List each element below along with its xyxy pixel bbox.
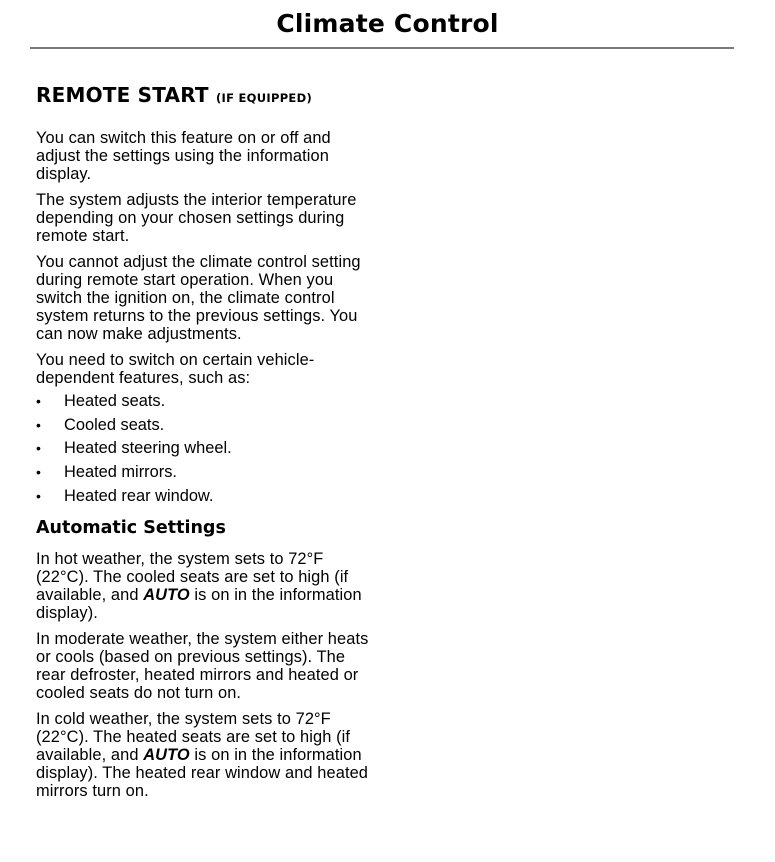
remote-start-heading bbox=[36, 82, 376, 111]
list-item bbox=[36, 485, 376, 509]
list-item-text: Heated rear window. bbox=[64, 486, 214, 505]
auto-label: AUTO bbox=[143, 746, 190, 765]
page-header bbox=[0, 0, 775, 50]
feature-list bbox=[36, 390, 376, 508]
bullet-icon: • bbox=[36, 393, 41, 409]
paragraph-hot-weather bbox=[36, 550, 376, 622]
remote-start-heading-text: REMOTE START bbox=[36, 83, 209, 107]
hot-weather-text: In hot weather, the system sets to 72°F (22°C). The cooled seats are set to high (if available, and bbox=[36, 550, 349, 605]
hot-weather-text-end: is on in the information display). bbox=[36, 586, 362, 623]
list-item-text: Heated steering wheel. bbox=[64, 439, 232, 458]
paragraph-moderate-weather: In moderate weather, the system either heats or cools (based on previous settings). The rear defroster, heated mirrors and heated or cooled seats do not turn on. bbox=[36, 630, 369, 703]
list-item bbox=[36, 414, 376, 438]
auto-label: AUTO bbox=[143, 586, 190, 605]
header-divider bbox=[30, 47, 734, 49]
bullet-icon: • bbox=[36, 464, 41, 481]
list-item bbox=[36, 390, 376, 414]
list-item-text: Heated seats. bbox=[64, 392, 166, 410]
list-item-text: Heated mirrors. bbox=[64, 463, 177, 482]
bullet-icon: • bbox=[36, 416, 41, 433]
automatic-settings-heading: Automatic Settings bbox=[36, 518, 226, 539]
main-content bbox=[36, 82, 376, 800]
paragraph-need-switch-on: You need to switch on certain vehicle-dependent features, such as: bbox=[36, 351, 315, 387]
paragraph-cold-weather bbox=[36, 710, 376, 800]
paragraph-system-adjusts: The system adjusts the interior temperature depending on your chosen settings during remote start. bbox=[36, 191, 357, 245]
paragraph-cannot-adjust: You cannot adjust the climate control setting during remote start operation. When you switch the ignition on, the climate control system returns to the previous settings. You can now make adjustments. bbox=[36, 253, 361, 343]
list-item-text: Cooled seats. bbox=[64, 415, 165, 434]
if-equipped-qualifier: (IF EQUIPPED) bbox=[215, 91, 312, 105]
bullet-icon: • bbox=[36, 440, 41, 457]
page-title: Climate Control bbox=[276, 9, 499, 38]
list-item bbox=[36, 437, 376, 461]
bullet-icon: • bbox=[36, 487, 41, 504]
paragraph-switch-feature: You can switch this feature on or off and adjust the settings using the information display. bbox=[36, 129, 331, 183]
cold-weather-text: In cold weather, the system sets to 72°F (22°C). The heated seats are set to high (if available, and bbox=[36, 710, 351, 765]
cold-weather-text-end: is on in the information display). The heated rear window and heated mirrors turn on. bbox=[36, 746, 369, 801]
list-item bbox=[36, 461, 376, 485]
